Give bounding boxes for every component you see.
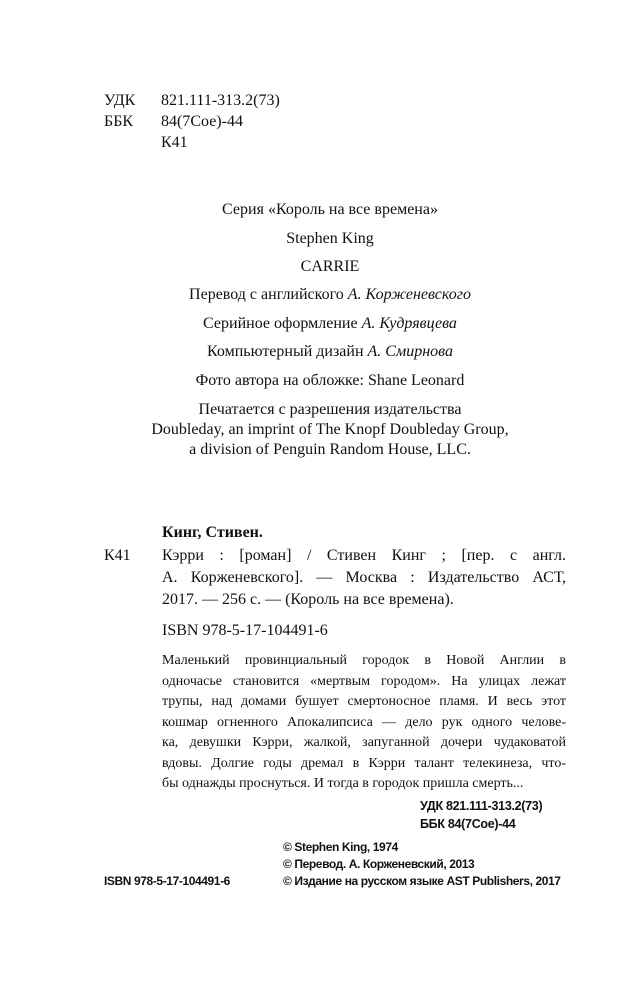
annotation-line: кошмар огненного Апокалипсиса — дело рук одного челове- [162,714,566,730]
catalog-entry-line-2: А. Корженевского]. — Москва : Издательство АСТ, [162,569,566,586]
permission-line-3: a division of Penguin Random House, LLC. [189,441,471,458]
catalog-heading: Кинг, Стивен. [162,524,263,541]
computer-designer-name: А. Смирнова [367,343,453,360]
series-design-prefix: Серийное оформление [203,315,358,332]
series-line: Серия «Король на все времена» [222,201,438,218]
copyright-line-2: © Перевод. А. Корженевский, 2013 [283,857,475,871]
annotation [162,651,566,795]
copyright-isbn: ISBN 978-5-17-104491-6 [104,874,230,888]
computer-design-prefix: Компьютерный дизайн [207,343,364,360]
bbk-label: ББК [104,113,134,130]
copyright-line-1: © Stephen King, 1974 [283,840,398,854]
original-author: Stephen King [286,230,374,247]
annotation-line: вдовы. Долгие годы дремал в Кэрри талант телекинеза, что- [162,755,566,771]
catalog-mark: К41 [104,547,131,564]
computer-design-credit [100,343,560,361]
copyright-line-3: © Издание на русском языке AST Publishers, 2017 [283,874,561,888]
author-mark: К41 [161,134,188,151]
permission-line-2: Doubleday, an imprint of The Knopf Doubleday Group, [151,421,509,438]
translation-prefix: Перевод с английского [189,286,344,303]
translation-credit [100,286,560,304]
udk-value: 821.111-313.2(73) [161,92,280,109]
annotation-line: Маленький провинциальный городок в Новой Англии в [162,653,566,668]
card-udk: УДК 821.111-313.2(73) [420,799,543,813]
udk-label: УДК [104,92,136,109]
catalog-isbn: ISBN 978-5-17-104491-6 [162,622,328,639]
annotation-line: одночасье становится «мертвым городом». На улицах лежат [162,673,566,689]
series-designer-name: А. Кудрявцева [361,315,457,332]
bbk-value: 84(7Сое)-44 [161,113,243,130]
card-bbk: ББК 84(7Сое)-44 [420,817,516,831]
annotation-line: бы однажды проснуться. И тогда в городок пришла смерть... [162,776,524,791]
catalog-entry-line-1: Кэрри : [роман] / Стивен Кинг ; [пер. с англ. [162,547,566,564]
translator-name: А. Корженевского [347,286,471,303]
annotation-line: трупы, над домами бушует смертоносное пламя. И весь этот [162,694,566,709]
catalog-entry-line-3: 2017. — 256 с. — (Король на все времена). [162,591,454,608]
cover-photo-credit: Фото автора на обложке: Shane Leonard [195,372,465,389]
original-title: CARRIE [300,258,360,275]
permission-line-1: Печатается с разрешения издательства [198,401,462,418]
series-design-credit [100,315,560,333]
annotation-line: ка, девушки Кэрри, жалкой, запуганной дочери чудаковатой [162,735,566,750]
